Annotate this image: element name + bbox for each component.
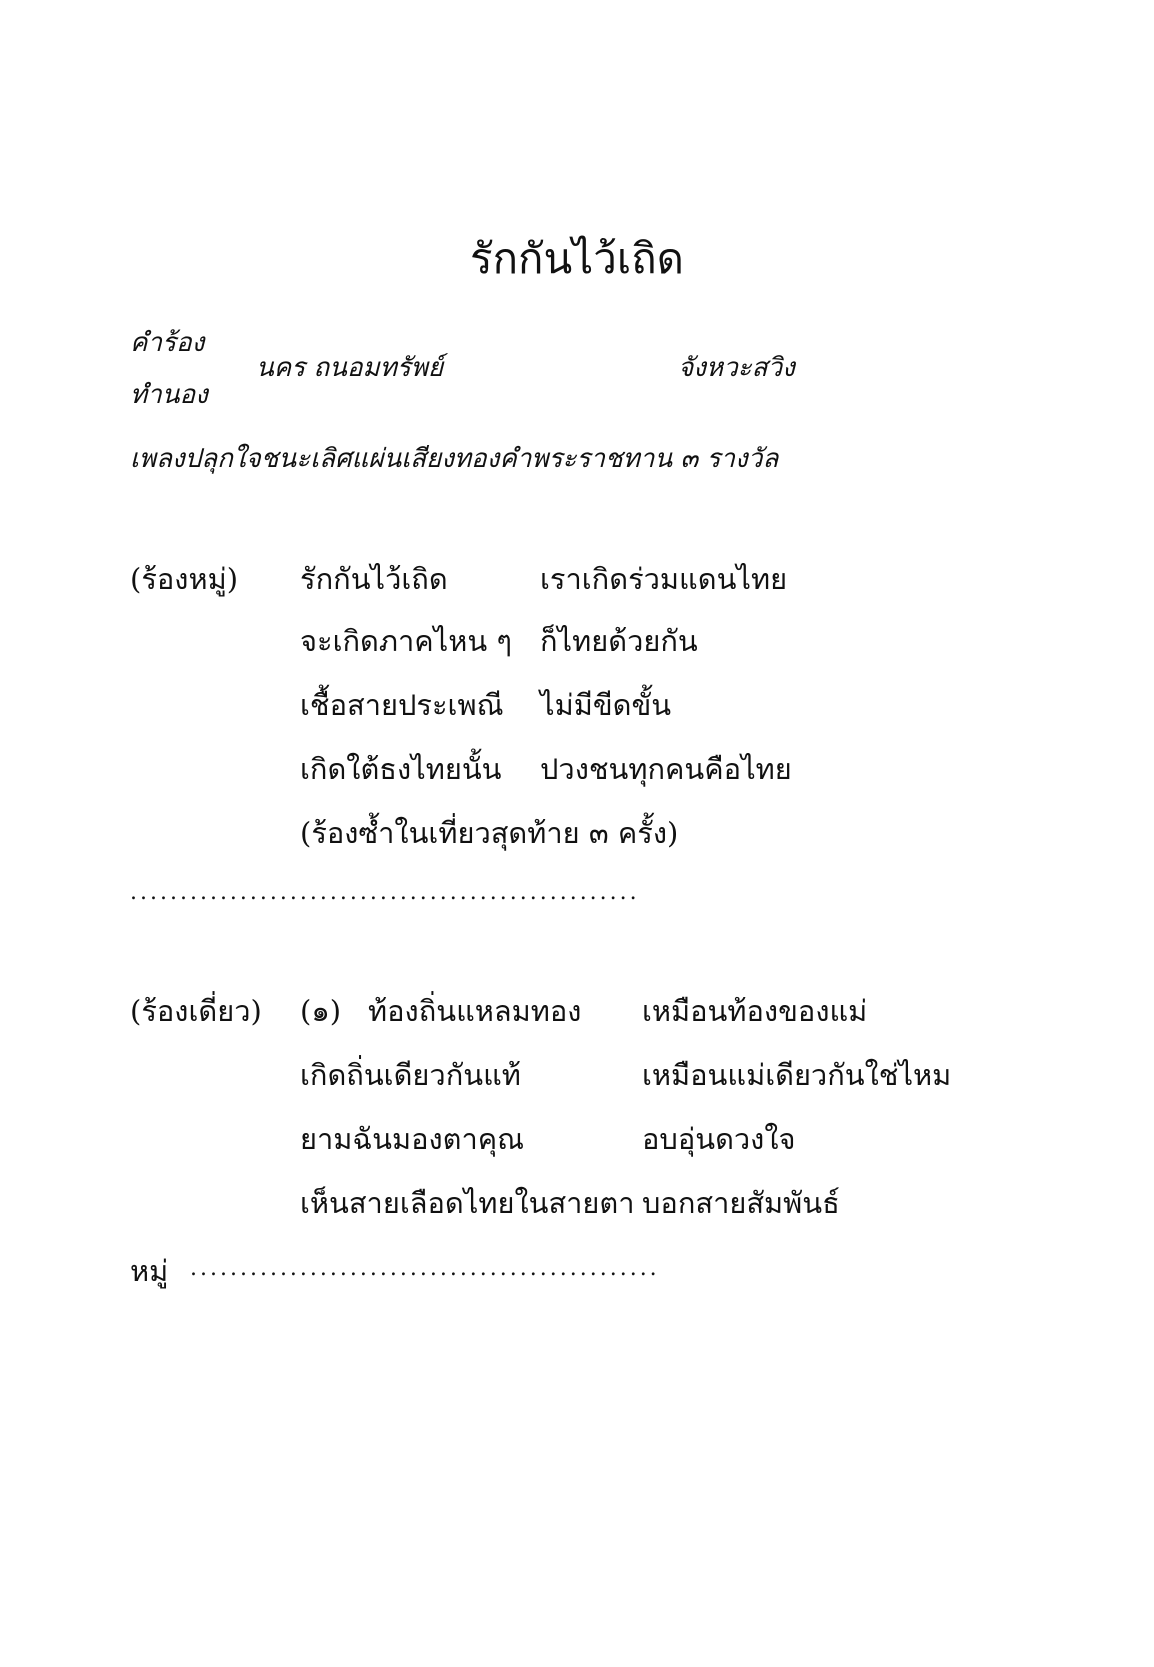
group-dots: ...............................................	[190, 1256, 660, 1281]
award-note: เพลงปลุกใจชนะเลิศแผ่นเสียงทองคำพระราชทาน ๓ รางวัล	[130, 444, 779, 474]
verse-number: (๑)	[300, 994, 342, 1028]
solo-line-4-a: เห็นสายเลือดไทยในสายตา	[300, 1186, 635, 1220]
repeat-note: (ร้องซ้ำในเที่ยวสุดท้าย ๓ ครั้ง)	[300, 816, 679, 850]
song-title: รักกันไว้เถิด	[470, 234, 684, 283]
lyrics-label: คำร้อง	[130, 328, 205, 358]
melody-label: ทำนอง	[130, 380, 208, 410]
author-name: นคร ถนอมทรัพย์	[256, 353, 444, 383]
chorus-line-2-b: ก็ไทยด้วยกัน	[540, 624, 698, 658]
solo-line-1-a: ท้องถิ่นแหลมทอง	[368, 994, 582, 1028]
separator-dots: ...................................................	[130, 880, 640, 905]
chorus-line-4-b: ปวงชนทุกคนคือไทย	[540, 752, 792, 786]
group-label: หมู่	[130, 1254, 169, 1288]
chorus-line-2-a: จะเกิดภาคไหน ๆ	[300, 624, 512, 658]
solo-label: (ร้องเดี่ยว)	[130, 994, 262, 1028]
chorus-line-1-a: รักกันไว้เถิด	[300, 562, 448, 596]
chorus-line-4-a: เกิดใต้ธงไทยนั้น	[300, 752, 502, 786]
solo-line-3-b: อบอุ่นดวงใจ	[642, 1122, 796, 1156]
solo-line-4-b: บอกสายสัมพันธ์	[642, 1186, 840, 1220]
solo-line-1-b: เหมือนท้องของแม่	[642, 994, 868, 1028]
rhythm-label: จังหวะสวิง	[678, 353, 795, 383]
solo-line-3-a: ยามฉันมองตาคุณ	[300, 1122, 525, 1156]
solo-line-2-b: เหมือนแม่เดียวกันใช่ไหม	[642, 1058, 952, 1092]
chorus-line-3-a: เชื้อสายประเพณี	[300, 688, 504, 722]
chorus-line-3-b: ไม่มีขีดขั้น	[540, 688, 672, 722]
chorus-line-1-b: เราเกิดร่วมแดนไทย	[540, 562, 788, 596]
solo-line-2-a: เกิดถิ่นเดียวกันแท้	[300, 1058, 521, 1092]
chorus-label: (ร้องหมู่)	[130, 562, 239, 596]
